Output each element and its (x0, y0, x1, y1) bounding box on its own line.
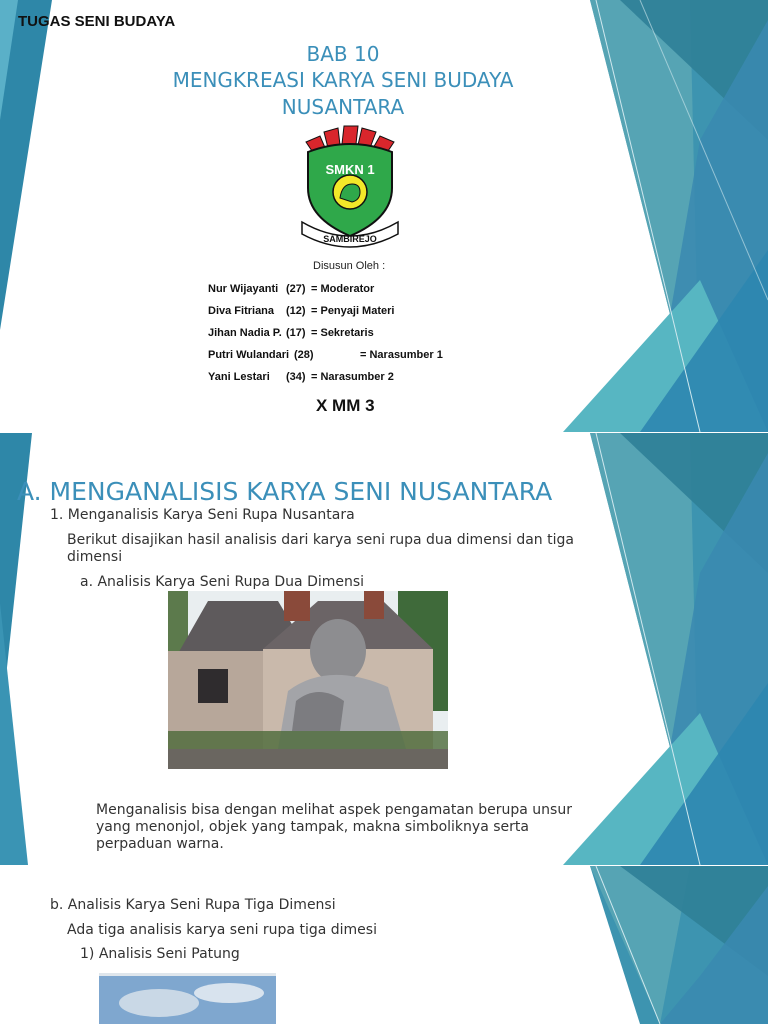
member-name: Jihan Nadia P. (208, 327, 282, 339)
member-number: (28) (294, 349, 314, 361)
member-number: (34) (286, 371, 306, 383)
sub-a-label: a. Analisis Karya Seni Rupa Dua Dimensi (80, 574, 365, 590)
member-number: (17) (286, 327, 306, 339)
logo-ribbon-text: SAMBIREJO (323, 234, 377, 244)
member-role: = Narasumber 1 (360, 349, 443, 361)
member-role: = Narasumber 2 (311, 371, 394, 383)
composed-by-label: Disusun Oleh : (313, 260, 386, 272)
slide-analysis-3d (0, 866, 768, 1024)
class-name: X MM 3 (316, 396, 375, 415)
sculpture-photo (99, 973, 276, 1024)
intro-text-line-2: dimensi (67, 549, 123, 565)
member-role: = Moderator (311, 283, 375, 295)
analysis-text-line-1: Menganalisis bisa dengan melihat aspek pengamatan berupa unsur (96, 802, 572, 818)
title-line-2: NUSANTARA (281, 95, 405, 119)
member-role: = Sekretaris (311, 327, 374, 339)
intro-text-line-1: Berikut disajikan hasil analisis dari karya seni rupa dua dimensi dan tiga (67, 532, 574, 548)
member-name: Yani Lestari (208, 371, 270, 383)
intro-text: Ada tiga analisis karya seni rupa tiga dimesi (67, 922, 377, 938)
school-logo-icon (298, 118, 402, 258)
section-heading: A. MENGANALISIS KARYA SENI NUSANTARA (17, 477, 553, 506)
member-name: Nur Wijayanti (208, 283, 279, 295)
slide-analysis-2d (0, 433, 768, 865)
analysis-text-line-3: perpaduan warna. (96, 836, 224, 852)
analysis-text-line-2: yang menonjol, objek yang tampak, makna simboliknya serta (96, 819, 529, 835)
member-role: = Penyaji Materi (311, 305, 395, 317)
item-1-label: 1) Analisis Seni Patung (80, 946, 240, 962)
mural-photo (168, 591, 448, 769)
item-1-label: 1. Menganalisis Karya Seni Rupa Nusantara (50, 507, 355, 523)
title-line-1: MENGKREASI KARYA SENI BUDAYA (172, 68, 514, 92)
logo-top-text: SMKN 1 (325, 162, 375, 177)
chapter-label: BAB 10 (306, 42, 380, 66)
slide-title (0, 0, 768, 432)
member-number: (27) (286, 283, 306, 295)
sub-b-label: b. Analisis Karya Seni Rupa Tiga Dimensi (50, 897, 336, 913)
member-number: (12) (286, 305, 306, 317)
member-name: Putri Wulandari (208, 349, 290, 361)
header-label: TUGAS SENI BUDAYA (18, 13, 176, 30)
member-name: Diva Fitriana (208, 305, 275, 317)
